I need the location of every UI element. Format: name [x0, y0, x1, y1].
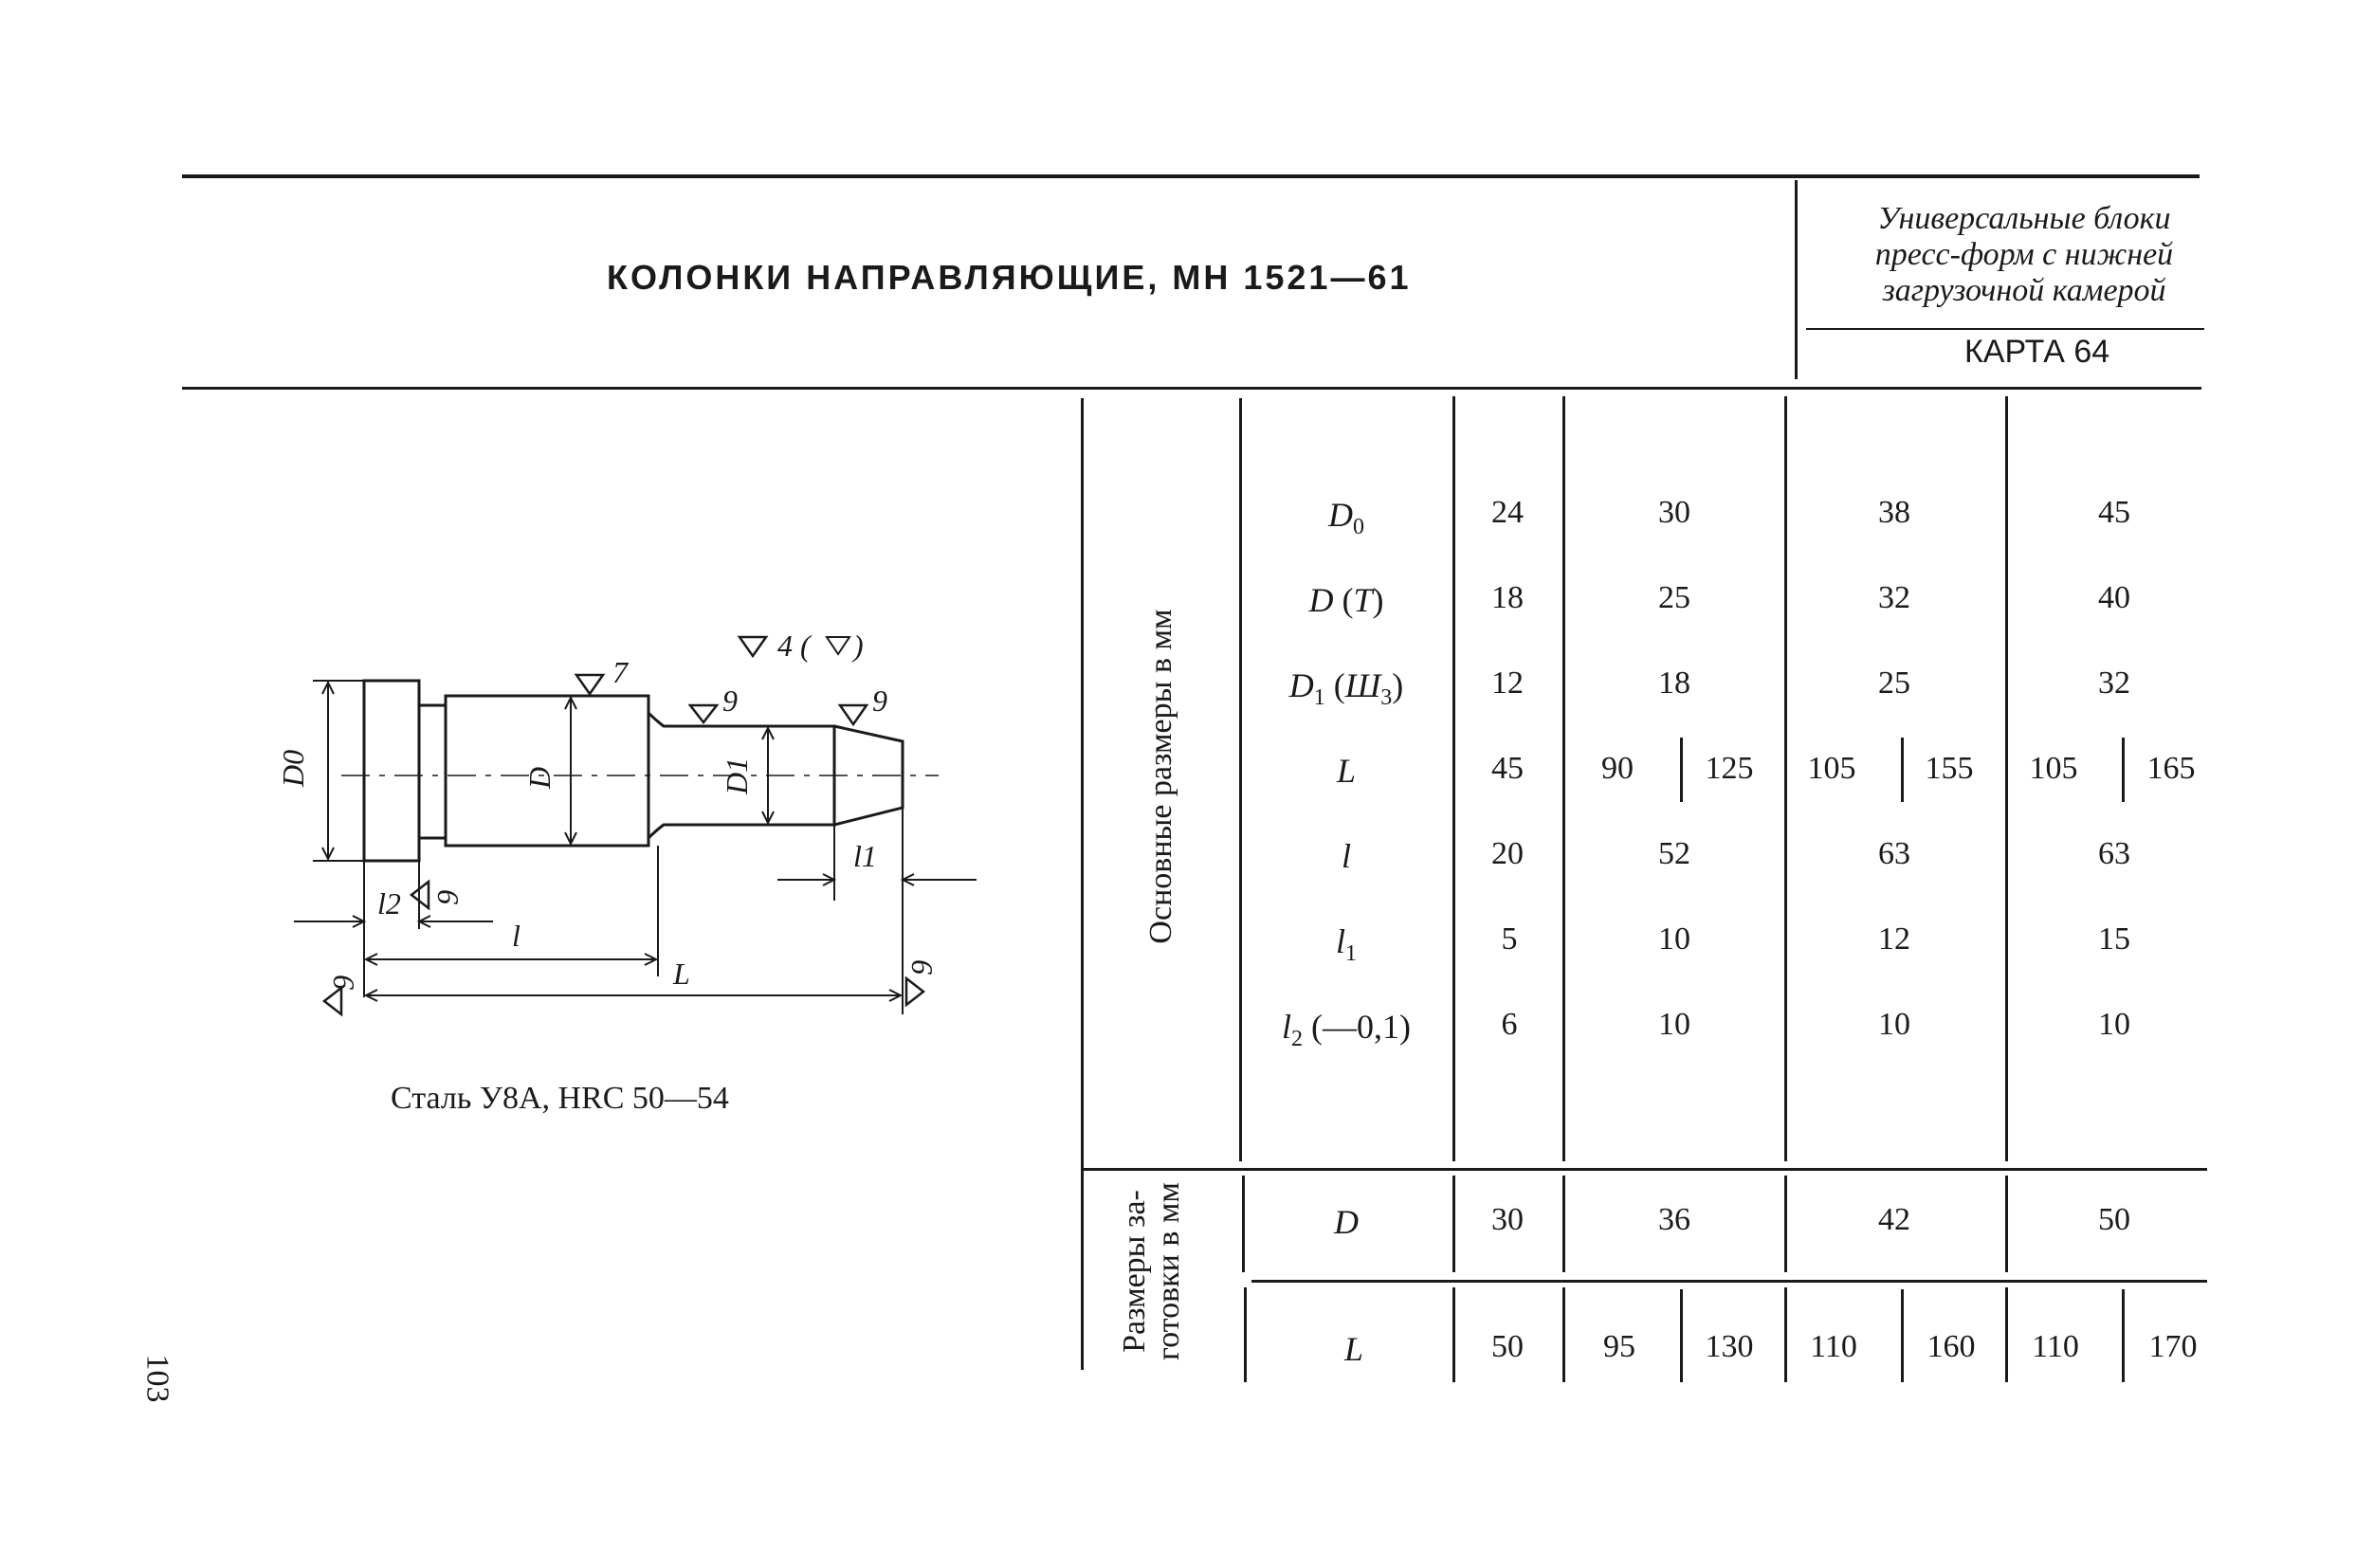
cell-value: 25	[1878, 665, 1910, 701]
card-number: КАРТА 64	[1964, 334, 2110, 370]
cell-value: 6	[1501, 1007, 1518, 1042]
finish-label: 7	[612, 655, 628, 689]
header-divider	[1795, 180, 1798, 379]
param-D-T: D (T)	[1308, 581, 1384, 619]
param-column-divider-lower	[1242, 1176, 1245, 1272]
column-divider-3-lower2	[1784, 1287, 1787, 1382]
cell-value: 160	[1927, 1329, 1976, 1364]
surface-finish-label: 4 (	[777, 629, 811, 663]
param-column-divider-lower2	[1244, 1287, 1247, 1382]
cell-value: 165	[2146, 751, 2196, 786]
param-blank-D: D	[1334, 1203, 1359, 1241]
cell-value: 12	[1491, 665, 1524, 701]
column-divider-2	[1562, 396, 1565, 1161]
section-rule	[1084, 1168, 2207, 1171]
subtitle-line: загрузочной камерой	[1882, 273, 2166, 308]
column-divider-4-lower	[2005, 1176, 2008, 1272]
cell-value: 52	[1658, 836, 1690, 871]
dim-label-l2: l2	[377, 886, 401, 921]
column-divider-2-lower2	[1562, 1287, 1565, 1382]
column-divider-4	[2005, 396, 2008, 1161]
cell-value: 10	[2098, 1007, 2130, 1042]
cell-value: 25	[1658, 580, 1690, 615]
cell-value: 155	[1925, 751, 1974, 786]
split-mark	[1901, 738, 1904, 802]
param-D1: $D_1$ $(Ш_3)$	[1288, 666, 1404, 711]
material-caption: Сталь У8А, HRC 50—54	[391, 1081, 729, 1116]
blank-row-rule	[1251, 1280, 2207, 1283]
subtitle	[1825, 201, 2223, 309]
cell-value: 10	[1658, 921, 1690, 957]
subtitle-line: пресс-форм с нижней	[1874, 237, 2174, 272]
cell-value: 24	[1491, 495, 1524, 530]
cell-value: 30	[1658, 495, 1690, 530]
cell-value: 130	[1705, 1329, 1754, 1364]
dim-label-D1: D1	[720, 757, 754, 794]
param-L: L	[1336, 752, 1357, 790]
cell-value: 20	[1491, 836, 1524, 871]
param-l2: $l_2$ (—0,1)	[1282, 1008, 1411, 1052]
split-mark	[2122, 738, 2125, 802]
cell-value: 90	[1601, 751, 1634, 786]
section-blank-line: Размеры за-	[1117, 1190, 1152, 1353]
cell-value: 5	[1501, 921, 1518, 957]
section-blank-label	[1118, 1139, 1186, 1404]
finish-label: 6	[431, 889, 466, 904]
cell-value: 63	[1878, 836, 1910, 871]
cell-value: 10	[1878, 1007, 1910, 1042]
finish-label: 9	[722, 684, 738, 718]
cell-value: 110	[1810, 1329, 1857, 1364]
column-divider-1	[1452, 396, 1455, 1161]
param-blank-L: L	[1343, 1330, 1364, 1368]
cell-value: 105	[2029, 751, 2078, 786]
cell-value: 42	[1878, 1202, 1910, 1237]
column-divider-1-lower	[1452, 1176, 1455, 1272]
cell-value: 63	[2098, 836, 2130, 871]
finish-label: 6	[905, 959, 940, 975]
column-divider-1-lower2	[1452, 1287, 1455, 1382]
page-number: 103	[139, 1354, 175, 1403]
dim-label-l: l	[512, 919, 520, 953]
cell-value: 36	[1658, 1202, 1690, 1237]
cell-value: 18	[1658, 665, 1690, 701]
cell-value: 15	[2098, 921, 2130, 957]
cell-value: 45	[1491, 751, 1524, 786]
guide-column-drawing	[275, 588, 995, 1024]
cell-value: 38	[1878, 495, 1910, 530]
top-rule	[182, 174, 2200, 178]
dim-label-l1: l1	[853, 839, 877, 873]
column-divider-2-lower	[1562, 1176, 1565, 1272]
cell-value: 105	[1807, 751, 1856, 786]
surface-finish-label-close: )	[853, 629, 864, 663]
section-main-label: Основные размеры в мм	[1143, 609, 1178, 944]
param-column-divider	[1239, 398, 1242, 1161]
cell-value: 32	[1878, 580, 1910, 615]
dim-label-D0: D0	[276, 749, 310, 787]
section-blank-line: готовки в мм	[1151, 1182, 1186, 1360]
cell-value: 45	[2098, 495, 2130, 530]
cell-value: 95	[1603, 1329, 1635, 1364]
cell-value: 125	[1705, 751, 1754, 786]
cell-value: 12	[1878, 921, 1910, 957]
dim-label-D: D	[522, 766, 557, 789]
column-divider-3-lower	[1784, 1176, 1787, 1272]
cell-value: 30	[1491, 1202, 1524, 1237]
cell-value: 10	[1658, 1007, 1690, 1042]
cell-value: 32	[2098, 665, 2130, 701]
split-mark	[1901, 1289, 1904, 1382]
dim-label-L: L	[673, 957, 690, 991]
card-rule	[1806, 328, 2204, 330]
subtitle-line: Универсальные блоки	[1877, 201, 2171, 236]
param-l1: $l_1$	[1335, 922, 1357, 967]
split-mark	[1680, 738, 1683, 802]
cell-value: 110	[2032, 1329, 2079, 1364]
column-divider-3	[1784, 396, 1787, 1161]
column-divider-4-lower2	[2005, 1287, 2008, 1382]
split-mark	[1680, 1289, 1683, 1382]
header-bottom-rule	[182, 387, 2201, 390]
finish-label: 9	[872, 684, 887, 718]
table-left-border	[1081, 398, 1084, 1370]
finish-label: 6	[327, 975, 361, 990]
param-D0: $D_0$	[1328, 496, 1364, 540]
param-l: l	[1341, 837, 1351, 875]
cell-value: 50	[1491, 1329, 1524, 1364]
cell-value: 40	[2098, 580, 2130, 615]
cell-value: 18	[1491, 580, 1524, 615]
cell-value: 170	[2148, 1329, 2198, 1364]
cell-value: 50	[2098, 1202, 2130, 1237]
page-title: КОЛОНКИ НАПРАВЛЯЮЩИЕ, МН 1521—61	[607, 258, 1412, 297]
split-mark	[2122, 1289, 2125, 1382]
